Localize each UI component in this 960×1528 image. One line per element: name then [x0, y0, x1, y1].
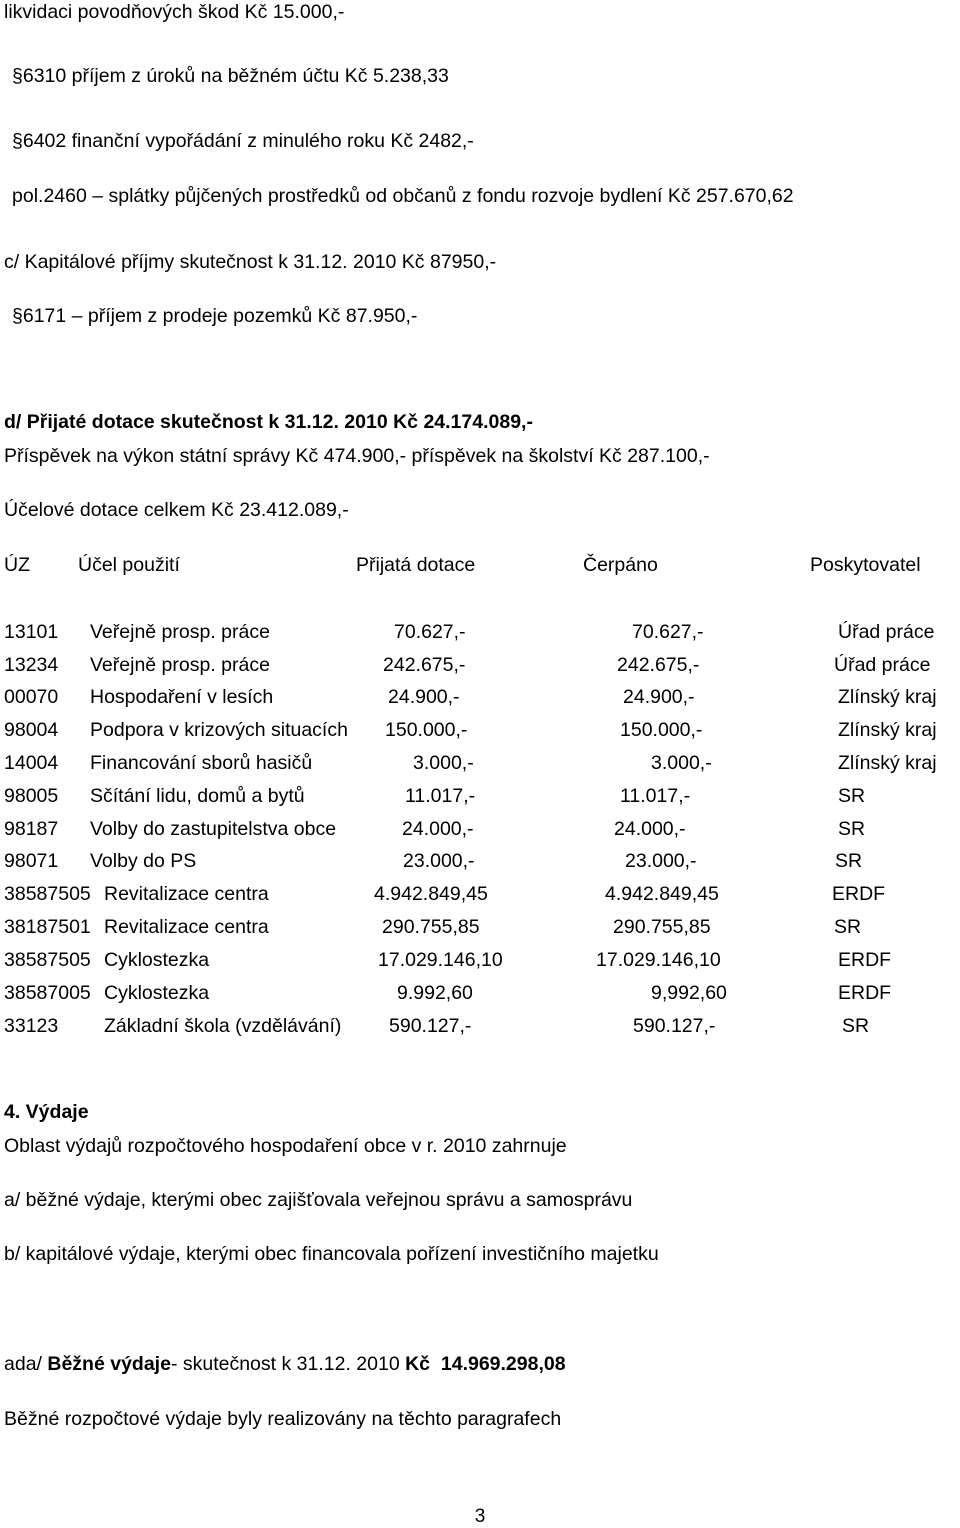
grants-heading: d/ Přijaté dotace skutečnost k 31.12. 2010 Kč 24.174.089,-	[4, 411, 533, 433]
row-uz: 98071	[4, 850, 59, 872]
row-uz: 13234	[4, 654, 59, 676]
ada-currency: Kč	[405, 1353, 431, 1375]
row-uz: 38187501	[4, 916, 91, 938]
pol-2460-line: pol.2460 – splátky půjčených prostředků od občanů z fondu rozvoje bydlení Kč 257.670,62	[12, 185, 794, 207]
paragraph-6171-line: §6171 – příjem z prodeje pozemků Kč 87.950,-	[12, 305, 418, 327]
row-received: 290.755,85	[382, 916, 480, 938]
ada-bold-label: Běžné výdaje	[47, 1353, 171, 1375]
row-spent: 9,992,60	[651, 982, 727, 1004]
table-row	[0, 685, 960, 709]
current-expenditure-line: a/ běžné výdaje, kterými obec zajišťovala veřejnou správu a samosprávu	[4, 1189, 633, 1211]
page-number: 3	[474, 1506, 486, 1527]
row-uz: 38587505	[4, 883, 91, 905]
row-uz: 98005	[4, 785, 59, 807]
row-uz: 14004	[4, 752, 59, 774]
row-purpose: Podpora v krizových situacích	[90, 719, 348, 741]
row-provider: ERDF	[832, 883, 886, 905]
row-received: 24.900,-	[388, 686, 460, 708]
row-spent: 17.029.146,10	[596, 949, 721, 971]
row-provider: SR	[842, 1015, 870, 1037]
paragraph-6402-line: §6402 finanční vypořádání z minulého roku Kč 2482,-	[12, 130, 474, 152]
row-received: 9.992,60	[397, 982, 473, 1004]
row-spent: 3.000,-	[651, 752, 712, 774]
ada-prefix: ada/	[4, 1353, 48, 1375]
ada-middle-text: - skutečnost k 31.12. 2010	[170, 1353, 406, 1375]
row-uz: 98004	[4, 719, 59, 741]
row-provider: Úřad práce	[838, 621, 935, 643]
table-row	[0, 817, 960, 841]
row-purpose: Veřejně prosp. práce	[90, 654, 270, 676]
grants-table-header	[0, 553, 960, 577]
row-spent: 4.942.849,45	[605, 883, 719, 905]
contributions-line: Příspěvek na výkon státní správy Kč 474.900,- příspěvek na školství Kč 287.100,-	[4, 445, 710, 467]
row-purpose: Volby do zastupitelstva obce	[90, 818, 337, 840]
row-purpose: Základní škola (vzdělávání)	[104, 1015, 342, 1037]
ada-amount: 14.969.298,08	[440, 1353, 566, 1375]
table-row	[0, 882, 960, 906]
row-spent: 24.900,-	[623, 686, 695, 708]
row-received: 3.000,-	[413, 752, 474, 774]
row-purpose: Revitalizace centra	[104, 883, 269, 905]
row-spent: 70.627,-	[632, 621, 704, 643]
row-received: 17.029.146,10	[378, 949, 503, 971]
realized-paragraphs-line: Běžné rozpočtové výdaje byly realizovány na těchto paragrafech	[4, 1408, 562, 1430]
capital-expenditure-line: b/ kapitálové výdaje, kterými obec financovala pořízení investičního majetku	[4, 1243, 659, 1265]
row-uz: 13101	[4, 621, 59, 643]
row-provider: SR	[838, 818, 866, 840]
row-spent: 150.000,-	[620, 719, 703, 741]
table-row	[0, 849, 960, 873]
row-received: 23.000,-	[403, 850, 475, 872]
table-row	[0, 915, 960, 939]
row-provider: SR	[835, 850, 863, 872]
row-received: 590.127,-	[389, 1015, 472, 1037]
row-received: 24.000,-	[402, 818, 474, 840]
header-purpose: Účel použití	[78, 554, 180, 576]
row-spent: 24.000,-	[614, 818, 686, 840]
table-row	[0, 1014, 960, 1038]
paragraph-6310-line: §6310 příjem z úroků na běžném účtu Kč 5.238,33	[12, 65, 449, 87]
expenditure-scope-line: Oblast výdajů rozpočtového hospodaření obce v r. 2010 zahrnuje	[4, 1135, 567, 1157]
row-purpose: Cyklostezka	[104, 949, 210, 971]
current-expenditure-total-line	[4, 1352, 566, 1376]
table-row	[0, 981, 960, 1005]
row-purpose: Cyklostezka	[104, 982, 210, 1004]
header-received: Přijatá dotace	[356, 554, 476, 576]
row-purpose: Veřejně prosp. práce	[90, 621, 270, 643]
row-spent: 290.755,85	[613, 916, 711, 938]
row-provider: ERDF	[838, 949, 892, 971]
row-provider: SR	[838, 785, 866, 807]
table-row	[0, 718, 960, 742]
expenditure-heading: 4. Výdaje	[4, 1101, 89, 1123]
row-purpose: Sčítání lidu, domů a bytů	[90, 785, 305, 807]
table-row	[0, 653, 960, 677]
header-uz: ÚZ	[4, 554, 30, 576]
table-row	[0, 751, 960, 775]
row-provider: ERDF	[838, 982, 892, 1004]
table-row	[0, 784, 960, 808]
row-spent: 242.675,-	[617, 654, 700, 676]
flood-damage-line: likvidaci povodňových škod Kč 15.000,-	[4, 1, 345, 23]
row-provider: Zlínský kraj	[838, 719, 937, 741]
grants-total-line: Účelové dotace celkem Kč 23.412.089,-	[4, 499, 349, 521]
row-received: 150.000,-	[385, 719, 468, 741]
row-uz: 38587005	[4, 982, 91, 1004]
row-spent: 11.017,-	[620, 785, 691, 807]
row-received: 11.017,-	[405, 785, 476, 807]
row-spent: 590.127,-	[633, 1015, 716, 1037]
table-row	[0, 620, 960, 644]
row-received: 4.942.849,45	[374, 883, 488, 905]
row-uz: 98187	[4, 818, 59, 840]
row-uz: 38587505	[4, 949, 91, 971]
row-purpose: Financování sborů hasičů	[90, 752, 313, 774]
row-provider: Úřad práce	[834, 654, 931, 676]
row-received: 70.627,-	[394, 621, 466, 643]
row-provider: Zlínský kraj	[838, 686, 937, 708]
header-spent: Čerpáno	[583, 554, 658, 576]
header-provider: Poskytovatel	[810, 554, 921, 576]
row-purpose: Hospodaření v lesích	[90, 686, 274, 708]
row-purpose: Revitalizace centra	[104, 916, 269, 938]
row-purpose: Volby do PS	[90, 850, 197, 872]
capital-income-line: c/ Kapitálové příjmy skutečnost k 31.12. 2010 Kč 87950,-	[4, 251, 497, 273]
row-received: 242.675,-	[383, 654, 466, 676]
row-spent: 23.000,-	[625, 850, 697, 872]
row-uz: 33123	[4, 1015, 59, 1037]
row-provider: Zlínský kraj	[838, 752, 937, 774]
table-row	[0, 948, 960, 972]
row-uz: 00070	[4, 686, 59, 708]
row-provider: SR	[834, 916, 862, 938]
